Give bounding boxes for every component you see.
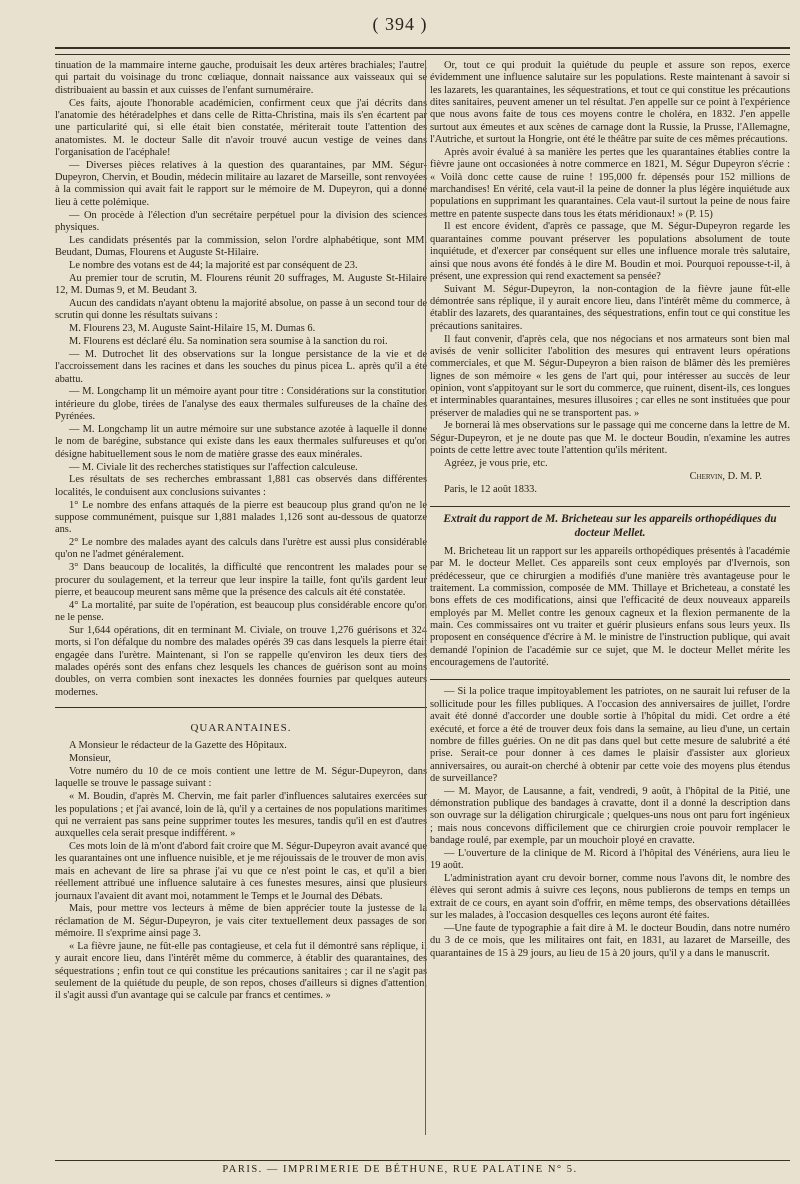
dateline: Paris, le 12 août 1833. [444, 483, 537, 495]
paragraph: Les résultats de ses recherches embrassant 1,881 cas observés dans différentes localités, le conduisent aux conclusions suivantes : [55, 474, 427, 498]
paragraph: Ces faits, ajoute l'honorable académicien, confirment ceux que j'ai décrits dans l'anatomie des hétéradelphes et dans celle de Ritta-Christina, mais ils s'en écartent par une particularité qui, si elle était bien constatée, mériterait toute l'attention des anatomistes. M. le docteur Salle dit n'avoir trouvé aucun vestige de veines dans l'organisation de l'acéphale! [55, 97, 427, 158]
paragraph: Sur 1,644 opérations, dit en terminant M. Civiale, on trouve 1,276 guérisons et 324 morts, si l'on défalque du nombre des malades opérés 39 cas dans lesquels la pierre était engagée dans l'urètre. Maintenant, si l'on se rappelle qu'environ les deux tiers des malades opérés sont des enfans chez lesquels les chances de guérison sont au moins doubles, on verra combien sont inexactes les données fournies par quelques auteurs modernes. [55, 624, 427, 698]
paragraph: L'administration ayant cru devoir borner, comme nous l'avons dit, le nombre des élèves qui seront admis à suivre ces leçons, nous publierons de temps en temps un extrait de ce cours, en ayant soin d'offrir, en même temps, des observations détaillées sur les malades, à l'occasion desquelles ces leçons auront été faites. [430, 873, 790, 922]
paragraph: — M. Longchamp lit un mémoire ayant pour titre : Considérations sur la constitution intérieure du globe, tirées de l'analyse des eaux thermales sulfureuses de la chaîne des Pyrénées. [55, 386, 427, 423]
paragraph: M. Bricheteau lit un rapport sur les appareils orthopédiques présentés à l'académie par M. le docteur Mellet. Ces appareils sont ceux employés par d'Ivernois, son prédécesseur, que ce chirurgien a modifiés d'une manière très avantageuse pour le traitement. La commission, composée de MM. Thillaye et Bricheteau, a constaté les bons effets de ces modifications, ainsi que l'efficacité de deux nouveaux appareils employés par M. Mellet contre les genoux cagneux et la flexion permanente de la main. Ces commissaires ont vu traiter et guérir plusieurs enfans sous leurs yeux. Ils proposent en conséquence d'écrire à M. le ministre de l'instruction publique, qui avait demandé l'opinion de l'académie sur ce sujet, que M. le docteur Mellet mérite les encouragemens de l'autorité. [430, 546, 790, 669]
signature: Chervin, D. M. P. [689, 470, 762, 482]
header-rule [55, 47, 790, 55]
paragraph: « M. Boudin, d'après M. Chervin, me fait parler d'influences salutaires exercées sur les populations ; et j'ai avancé, loin de là, qu'il y a certaines de nos populations maritimes qui ne verraient pas sans peine supprimer toutes les mesures, tandis qu'il en est d'autres auxquelles cela serait presque indifférent. » [55, 791, 427, 840]
section-divider [55, 707, 427, 708]
paragraph: 3° Dans beaucoup de localités, la difficulté que rencontrent les malades pour se procurer du soulagement, et la terreur que leur inspire la taille, font qu'ils gardent leur pierre, et beaucoup meurent sans même que la présence des calculs ait été constatée. [55, 562, 427, 598]
section-divider [430, 506, 790, 507]
paragraph: — Diverses pièces relatives à la question des quarantaines, par MM. Ségur-Dupeyron, Chervin, et Boudin, médecin militaire au lazaret de Marseille, sont renvoyées à la commission qui avait fait le rapport sur le mémoire de M. Dupeyron, qui a donné lieu à cette polémique. [55, 159, 427, 208]
paragraph: Agréez, je vous prie, etc. [444, 458, 548, 469]
paragraph: Votre numéro du 10 de ce mois contient une lettre de M. Ségur-Dupeyron, dans laquelle se trouve le passage suivant : [55, 766, 427, 790]
left-column [55, 60, 427, 1140]
paragraph: Au premier tour de scrutin, M. Flourens réunit 20 suffrages, M. Auguste St-Hilaire 12, M. Dumas 9, et M. Beudant 3. [55, 272, 427, 297]
paragraph: Après avoir évalué à sa manière les pertes que les quarantaines établies contre la fièvre jaune ont occasionées à notre commerce en 1821, M. Ségur Dupeyron s'écrie : « Voilà donc cette cause de ruine ! 195,000 fr. dépensés pour 152 millions de marchandises! En vérité, cela vaut-il la peine de donner la plus légère inquiétude aux populations en supprimant les quarantaines. Cela vaut-il surtout la peine de nous faire mettre en patente suspecte dans tous les états méridionaux! » (P. 15) [430, 146, 790, 220]
paragraph: Il faut convenir, d'après cela, que nos négocians et nos armateurs sont bien mal avisés de venir solliciter l'abolition des mesures qui entravent leurs opérations commerciales, et que M. Ségur-Dupeyron a bien raison de blâmer dès les premières lignes de son mémoire « les gens de l'art qui, pour intéresser au succès de leur opinion, vont s'appitoyant sur le sort du commerce, que ruinent, disent-ils, ces longues et interminables quarantaines, mesures illusoires ; car elles ne sont instituées que pour préserver de maladies qui ne se transportent pas. » [430, 333, 790, 419]
letter-address: A Monsieur le rédacteur de la Gazette des Hôpitaux. [69, 740, 287, 752]
paragraph: — M. Longchamp lit un autre mémoire sur une substance azotée à laquelle il donne le nom de barégine, substance qui existe dans les eaux thermales sulfureuses et qu'on désigne habituellement sous le nom de matière grasse des eaux minérales. [55, 423, 427, 460]
paragraph: Aucun des candidats n'ayant obtenu la majorité absolue, on passe à un second tour de scrutin qui donne les résultats suivans : [55, 298, 427, 322]
paragraph: tinuation de la mammaire interne gauche, produisait les deux artères brachiales; l'autre, qui partait du voisinage du tronc cœliaque, donnait naissance aux vaisseaux qui se distribuaient au bassin et aux cuisses de l'enfant surnuméraire. [55, 60, 427, 96]
letter-salutation: Monsieur, [69, 753, 112, 765]
paragraph: Je bornerai là mes observations sur le passage qui me concerne dans la lettre de M. Ségur-Dupeyron, et je ne doute pas que M. le docteur Boudin, n'examine les autres points de cette lettre avec toute l'attention qu'ils méritent. [430, 420, 790, 457]
paragraph: M. Flourens 23, M. Auguste Saint-Hilaire 15, M. Dumas 6. [69, 323, 316, 335]
paragraph: Or, tout ce qui produit la quiétude du peuple et assure son repos, exerce évidemment une influence salutaire sur les populations. Reste maintenant à savoir si les lazarets, les quarantaines, les séquestrations, et tout ce qui constitue les précautions dites sanitaires, peuvent amener un tel résultat. J'en appelle sur ce point à l'expérience que nous avons faite de tous ces moyens contre le choléra, en 1832. J'en appelle surtout aux émeutes et aux scènes de carnage dont la Russie, la Prusse, l'Allemagne, l'Autriche, et surtout la Hongrie, ont été le théâtre par suite de ces mêmes précautions. [430, 60, 790, 146]
section-divider [430, 679, 790, 680]
paragraph: Mais, pour mettre vos lecteurs à même de bien apprécier toute la justesse de la réclamation de M. Ségur-Dupeyron, je vais citer textuellement deux passages de son mémoire. Il s'exprime ainsi page 3. [55, 903, 427, 940]
paragraph: M. Flourens est déclaré élu. Sa nomination sera soumise à la sanction du roi. [69, 336, 388, 348]
paragraph: Ces mots loin de là m'ont d'abord fait croire que M. Ségur-Dupeyron avait avancé que les quarantaines ont une influence nuisible, et je me réjouissais de le trouver de mon avis, mais en achevant de lire sa phrase j'ai vu que ce n'est point le cas, et qu'il a bien réellement attribué une influence salutaire à ces funestes mesures, ainsi que plusieurs journaux l'avaient dit avant moi, notamment le Temps et le Journal des Débats. [55, 841, 427, 902]
paragraph: —Une faute de typographie a fait dire à M. le docteur Boudin, dans notre numéro du 3 de ce mois, que les militaires ont fait, en 1831, au lazaret de Marseille, des quarantaines de 15 à 29 jours, au lieu de 15 à 20 jours, qu'il y a dans le manuscrit. [430, 923, 790, 959]
paragraph: — M. Mayor, de Lausanne, a fait, vendredi, 9 août, à l'hôpital de la Pitié, une démonstration publique des bandages à cravatte, dont il a donné la description dans son ouvrage sur la déligation chirurgicale ; quelques-uns nous ont paru fort ingénieux ; mais nous concevons difficilement que ce chirurgien croie pouvoir remplacer le bandage roulé, par exemple, par un mouchoir ployé en cravatte. [430, 785, 790, 847]
paragraph: — M. Civiale lit des recherches statistiques sur l'affection calculeuse. [69, 461, 358, 473]
paragraph: — On procède à l'élection d'un secrétaire perpétuel pour la division des sciences physiques. [55, 209, 427, 233]
paragraph: — M. Dutrochet lit des observations sur la longue persistance de la vie et de l'accroissement dans les racines et dans les souches du pinus picea L. après qu'il a été abattu. [55, 348, 427, 385]
paragraph: 1° Le nombre des enfans attaqués de la pierre est beaucoup plus grand qu'on ne le suppose communément, puisque sur 1,881 malades 1,126 sont au-dessous de quatorze ans. [55, 499, 427, 536]
paragraph: Les candidats présentés par la commission, selon l'ordre alphabétique, sont MM. Beudant, Dumas, Flourens et Auguste St-Hilaire. [55, 234, 427, 259]
section-title: QUARANTAINES. [190, 722, 292, 735]
paragraph: — Si la police traque impitoyablement les patriotes, on ne saurait lui refuser de la sollicitude pour les filles publiques. A l'occasion des anniversaires de juillet, l'ordre avait été donné d'accorder une double sortie à l'hôpital du midi. Cet ordre a été exécuté, et force a été de trouver deux fois dans la semaine, au lieu d'une, un certain nombre de filles guéries. On ne dit pas dans quel but cette mesure de salubrité a été prise. Serait-ce pour donner à ces dames le plaisir d'assister aux glorieux anniversaires, ou aurait-on cherché à obtenir par cette voie des moyens plus étendus de surveillance? [430, 686, 790, 784]
paragraph: Suivant M. Ségur-Dupeyron, la non-contagion de la fièvre jaune fût-elle démontrée sans réplique, il y aurait encore lieu, dans l'intérêt même du commerce, à établir des lazarets, des quarantaines, des séquestrations, enfin tout ce qui constitue les précautions sanitaires. [430, 283, 790, 332]
paragraph: « La fièvre jaune, ne fût-elle pas contagieuse, et cela fut il démontré sans réplique, il y aurait encore lieu, dans l'intérêt même du commerce, à établir des quarantaines, des séquestrations ; enfin tout ce qui constitue les précautions sanitaires ; car il ne s'agit pas seulement de la quiétude du peuple, de son repos, choses d'ailleurs si dignes d'attention, il s'agit aussi d'un avantage qui se calcule par francs et centimes. » [55, 940, 427, 1002]
right-column [430, 60, 790, 1140]
paragraph: Le nombre des votans est de 44; la majorité est par conséquent de 23. [69, 260, 358, 271]
paragraph: — L'ouverture de la clinique de M. Ricord à l'hôpital des Vénériens, aura lieu le 19 août. [430, 847, 790, 872]
printer-imprint: PARIS. — IMPRIMERIE DE BÉTHUNE, RUE PALATINE N° 5. [222, 1164, 578, 1175]
paragraph: 4° La mortalité, par suite de l'opération, est beaucoup plus considérable encore qu'on ne le pense. [55, 599, 427, 624]
page-number: ( 394 ) [372, 14, 428, 34]
article-title: Extrait du rapport de M. Bricheteau sur les appareils orthopédiques du docteur Mellet. [443, 513, 777, 539]
paragraph: 2° Le nombre des malades ayant des calculs dans l'urètre est aussi plus considérable qu'on ne l'admet généralement. [55, 537, 427, 561]
column-divider [425, 60, 426, 1135]
footer-rule [55, 1160, 790, 1161]
paragraph: Il est encore évident, d'après ce passage, que M. Ségur-Dupeyron regarde les quarantaines comme pouvant préserver les populations absolument de toute inquiétude, et d'exercer par conséquent sur elles une influence morale très salutaire, ainsi que nous avons été fondés à le dire M. Boudin et moi. Pourquoi repousse-t-il, à présent, une expression qui rend exactement sa pensée? [430, 221, 790, 282]
